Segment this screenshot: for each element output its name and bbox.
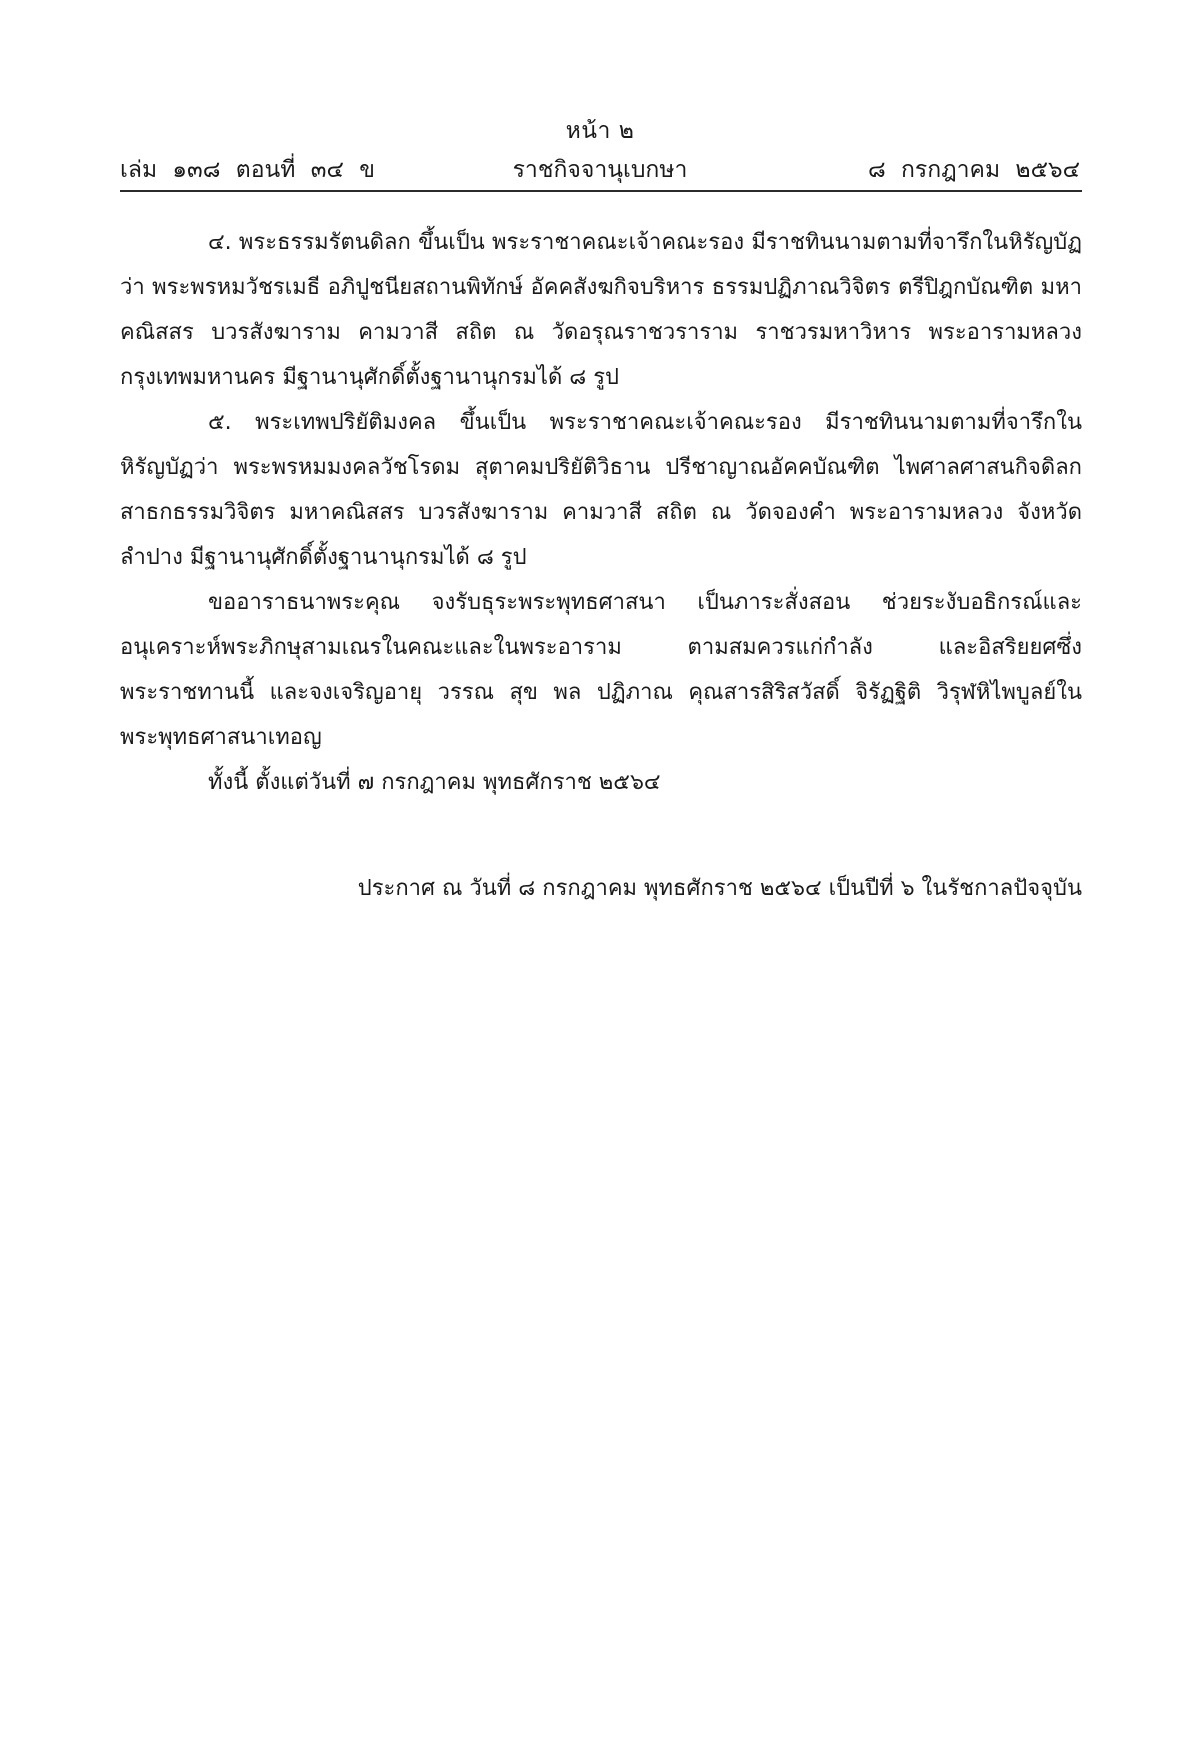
paragraph-effective-date: ทั้งนี้ ตั้งแต่วันที่ ๗ กรกฎาคม พุทธศักราช ๒๕๖๔ <box>208 770 661 795</box>
publication-date: ๘ กรกฎาคม ๒๕๖๔ <box>867 157 1080 183</box>
publication-title: ราชกิจจานุเบกษา <box>512 157 688 183</box>
page-number: หน้า ๒ <box>565 118 635 144</box>
paragraph-item-4: ๔. พระธรรมรัตนดิลก ขึ้นเป็น พระราชาคณะเจ้าคณะรอง มีราชทินนามตามที่จารึกในหิรัญบัฏว่า พระพรหมวัชรเมธี อภิปูชนียสถานพิทักษ์ อัคคสังฆกิจบริหาร ธรรมปฏิภาณวิจิตร ตรีปิฎกบัณฑิต มหาคณิสสร บวรสังฆาราม คามวาสี สถิต ณ วัดอรุณราชวราราม ราชวรมหาวิหาร พระอารามหลวง กรุงเทพมหานคร มีฐานานุศักดิ์ตั้งฐานานุกรมได้ ๘ รูป <box>120 230 1082 390</box>
volume-issue: เล่ม ๑๓๘ ตอนที่ ๓๔ ข <box>120 157 375 183</box>
gazette-header <box>120 152 1080 186</box>
paragraph-blessing: ขออาราธนาพระคุณ จงรับธุระพระพุทธศาสนา เป็นภาระสั่งสอน ช่วยระงับอธิกรณ์และอนุเคราะห์พระภิกษุสามเณรในคณะและในพระอาราม ตามสมควรแก่กำลัง และอิสริยยศซึ่งพระราชทานนี้ และจงเจริญอายุ วรรณ สุข พล ปฏิภาณ คุณสารสิริสวัสดิ์ จิรัฏฐิติ วิรุฬหิไพบูลย์ในพระพุทธศาสนาเทอญ <box>120 590 1082 750</box>
header-divider <box>120 190 1082 192</box>
document-body <box>120 220 1082 805</box>
paragraph-item-5: ๕. พระเทพปริยัติมงคล ขึ้นเป็น พระราชาคณะเจ้าคณะรอง มีราชทินนามตามที่จารึกในหิรัญบัฏว่า พระพรหมมงคลวัชโรดม สุตาคมปริยัติวิธาน ปรีชาญาณอัคคบัณฑิต ไพศาลศาสนกิจดิลก สาธกธรรมวิจิตร มหาคณิสสร บวรสังฆาราม คามวาสี สถิต ณ วัดจองคำ พระอารามหลวง จังหวัดลำปาง มีฐานานุศักดิ์ตั้งฐานานุกรมได้ ๘ รูป <box>120 410 1082 570</box>
proclamation-line: ประกาศ ณ วันที่ ๘ กรกฎาคม พุทธศักราช ๒๕๖๔ เป็นปีที่ ๖ ในรัชกาลปัจจุบัน <box>357 876 1082 901</box>
